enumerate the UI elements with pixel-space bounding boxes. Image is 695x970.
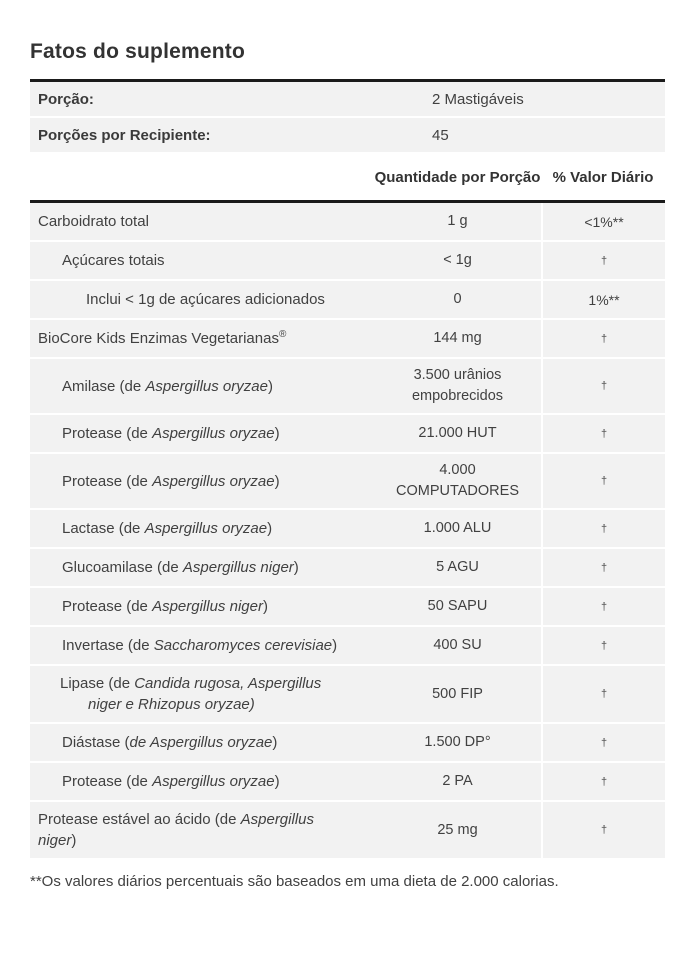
nutrient-daily-value: 1%** xyxy=(541,281,665,318)
nutrient-amount: 25 mg xyxy=(437,821,478,838)
nutrient-amount: 1 g xyxy=(447,213,468,230)
nutrient-row xyxy=(30,413,665,452)
nutrient-daily-value: † xyxy=(541,454,665,508)
nutrient-row xyxy=(30,357,665,413)
column-header-amount: Quantidade por Porção xyxy=(374,169,541,186)
column-header-row xyxy=(30,152,665,200)
nutrient-daily-value: † xyxy=(541,627,665,664)
nutrient-label: Protease (de Aspergillus oryzae) xyxy=(62,425,280,443)
nutrient-label: Inclui < 1g de açúcares adicionados xyxy=(86,291,325,309)
nutrient-label: Invertase (de Saccharomyces cerevisiae) xyxy=(62,637,338,655)
nutrient-row xyxy=(30,318,665,357)
serving-label: Porções por Recipiente: xyxy=(38,126,211,144)
nutrient-label: Protease (de Aspergillus niger) xyxy=(62,598,268,616)
nutrient-daily-value: † xyxy=(541,359,665,413)
nutrient-amount: 400 SU xyxy=(433,637,482,654)
nutrient-row xyxy=(30,508,665,547)
nutrient-row xyxy=(30,722,665,761)
nutrient-row xyxy=(30,800,665,858)
nutrient-amount: 500 FIP xyxy=(432,685,483,702)
nutrient-row xyxy=(30,547,665,586)
nutrient-amount: 144 mg xyxy=(433,330,482,347)
nutrient-label: Carboidrato total xyxy=(38,213,149,231)
nutrient-row xyxy=(30,452,665,508)
nutrient-label: Amilase (de Aspergillus oryzae) xyxy=(62,377,273,395)
serving-label: Porção: xyxy=(38,90,94,108)
nutrient-row xyxy=(30,203,665,240)
footnote: **Os valores diários percentuais são baseados em uma dieta de 2.000 calorias. xyxy=(30,873,559,891)
nutrient-daily-value: † xyxy=(541,320,665,357)
nutrient-label: Diástase (de Aspergillus oryzae) xyxy=(62,734,278,752)
nutrient-label: Protease (de Aspergillus oryzae) xyxy=(62,472,280,490)
nutrient-row xyxy=(30,761,665,800)
nutrient-row xyxy=(30,664,665,722)
nutrient-label: Protease estável ao ácido (de Aspergillus niger) xyxy=(38,811,314,850)
serving-value: 45 xyxy=(432,126,449,144)
nutrient-label: BioCore Kids Enzimas Vegetarianas® xyxy=(38,329,287,348)
nutrient-amount: 1.000 ALU xyxy=(423,520,492,537)
nutrient-label: Protease (de Aspergillus oryzae) xyxy=(62,773,280,791)
nutrient-daily-value: † xyxy=(541,242,665,279)
nutrient-amount: 0 xyxy=(453,291,462,308)
nutrient-amount: 50 SAPU xyxy=(427,598,488,615)
nutrient-daily-value: † xyxy=(541,415,665,452)
nutrient-amount: 5 AGU xyxy=(436,559,479,576)
nutrient-row xyxy=(30,625,665,664)
nutrient-amount: 2 PA xyxy=(442,773,473,790)
nutrient-amount: 4.000 COMPUTADORES xyxy=(396,462,519,500)
nutrient-daily-value: † xyxy=(541,763,665,800)
serving-value: 2 Mastigáveis xyxy=(432,90,524,108)
nutrient-daily-value: † xyxy=(541,510,665,547)
nutrient-amount: 1.500 DP° xyxy=(424,734,491,751)
serving-row xyxy=(30,116,665,152)
column-header-dv: % Valor Diário xyxy=(552,169,654,186)
nutrient-table-body xyxy=(30,203,665,858)
nutrient-label: Lipase (de Candida rugosa, Aspergillus niger e Rhizopus oryzae) xyxy=(60,675,322,714)
nutrient-daily-value: <1%** xyxy=(541,203,665,240)
nutrient-amount: 3.500 urânios empobrecidos xyxy=(411,367,504,405)
page-title: Fatos do suplemento xyxy=(30,40,245,63)
nutrient-amount: 21.000 HUT xyxy=(418,425,497,442)
nutrient-daily-value: † xyxy=(541,666,665,722)
nutrient-amount: < 1g xyxy=(443,252,472,269)
nutrient-daily-value: † xyxy=(541,549,665,586)
nutrient-row xyxy=(30,586,665,625)
nutrient-row xyxy=(30,240,665,279)
nutrient-row xyxy=(30,279,665,318)
nutrient-label: Açúcares totais xyxy=(62,252,165,270)
nutrient-label: Lactase (de Aspergillus oryzae) xyxy=(62,520,273,538)
serving-row xyxy=(30,82,665,116)
nutrient-label: Glucoamilase (de Aspergillus niger) xyxy=(62,559,299,577)
nutrient-daily-value: † xyxy=(541,724,665,761)
nutrient-daily-value: † xyxy=(541,802,665,858)
nutrient-daily-value: † xyxy=(541,588,665,625)
serving-section xyxy=(30,82,665,152)
